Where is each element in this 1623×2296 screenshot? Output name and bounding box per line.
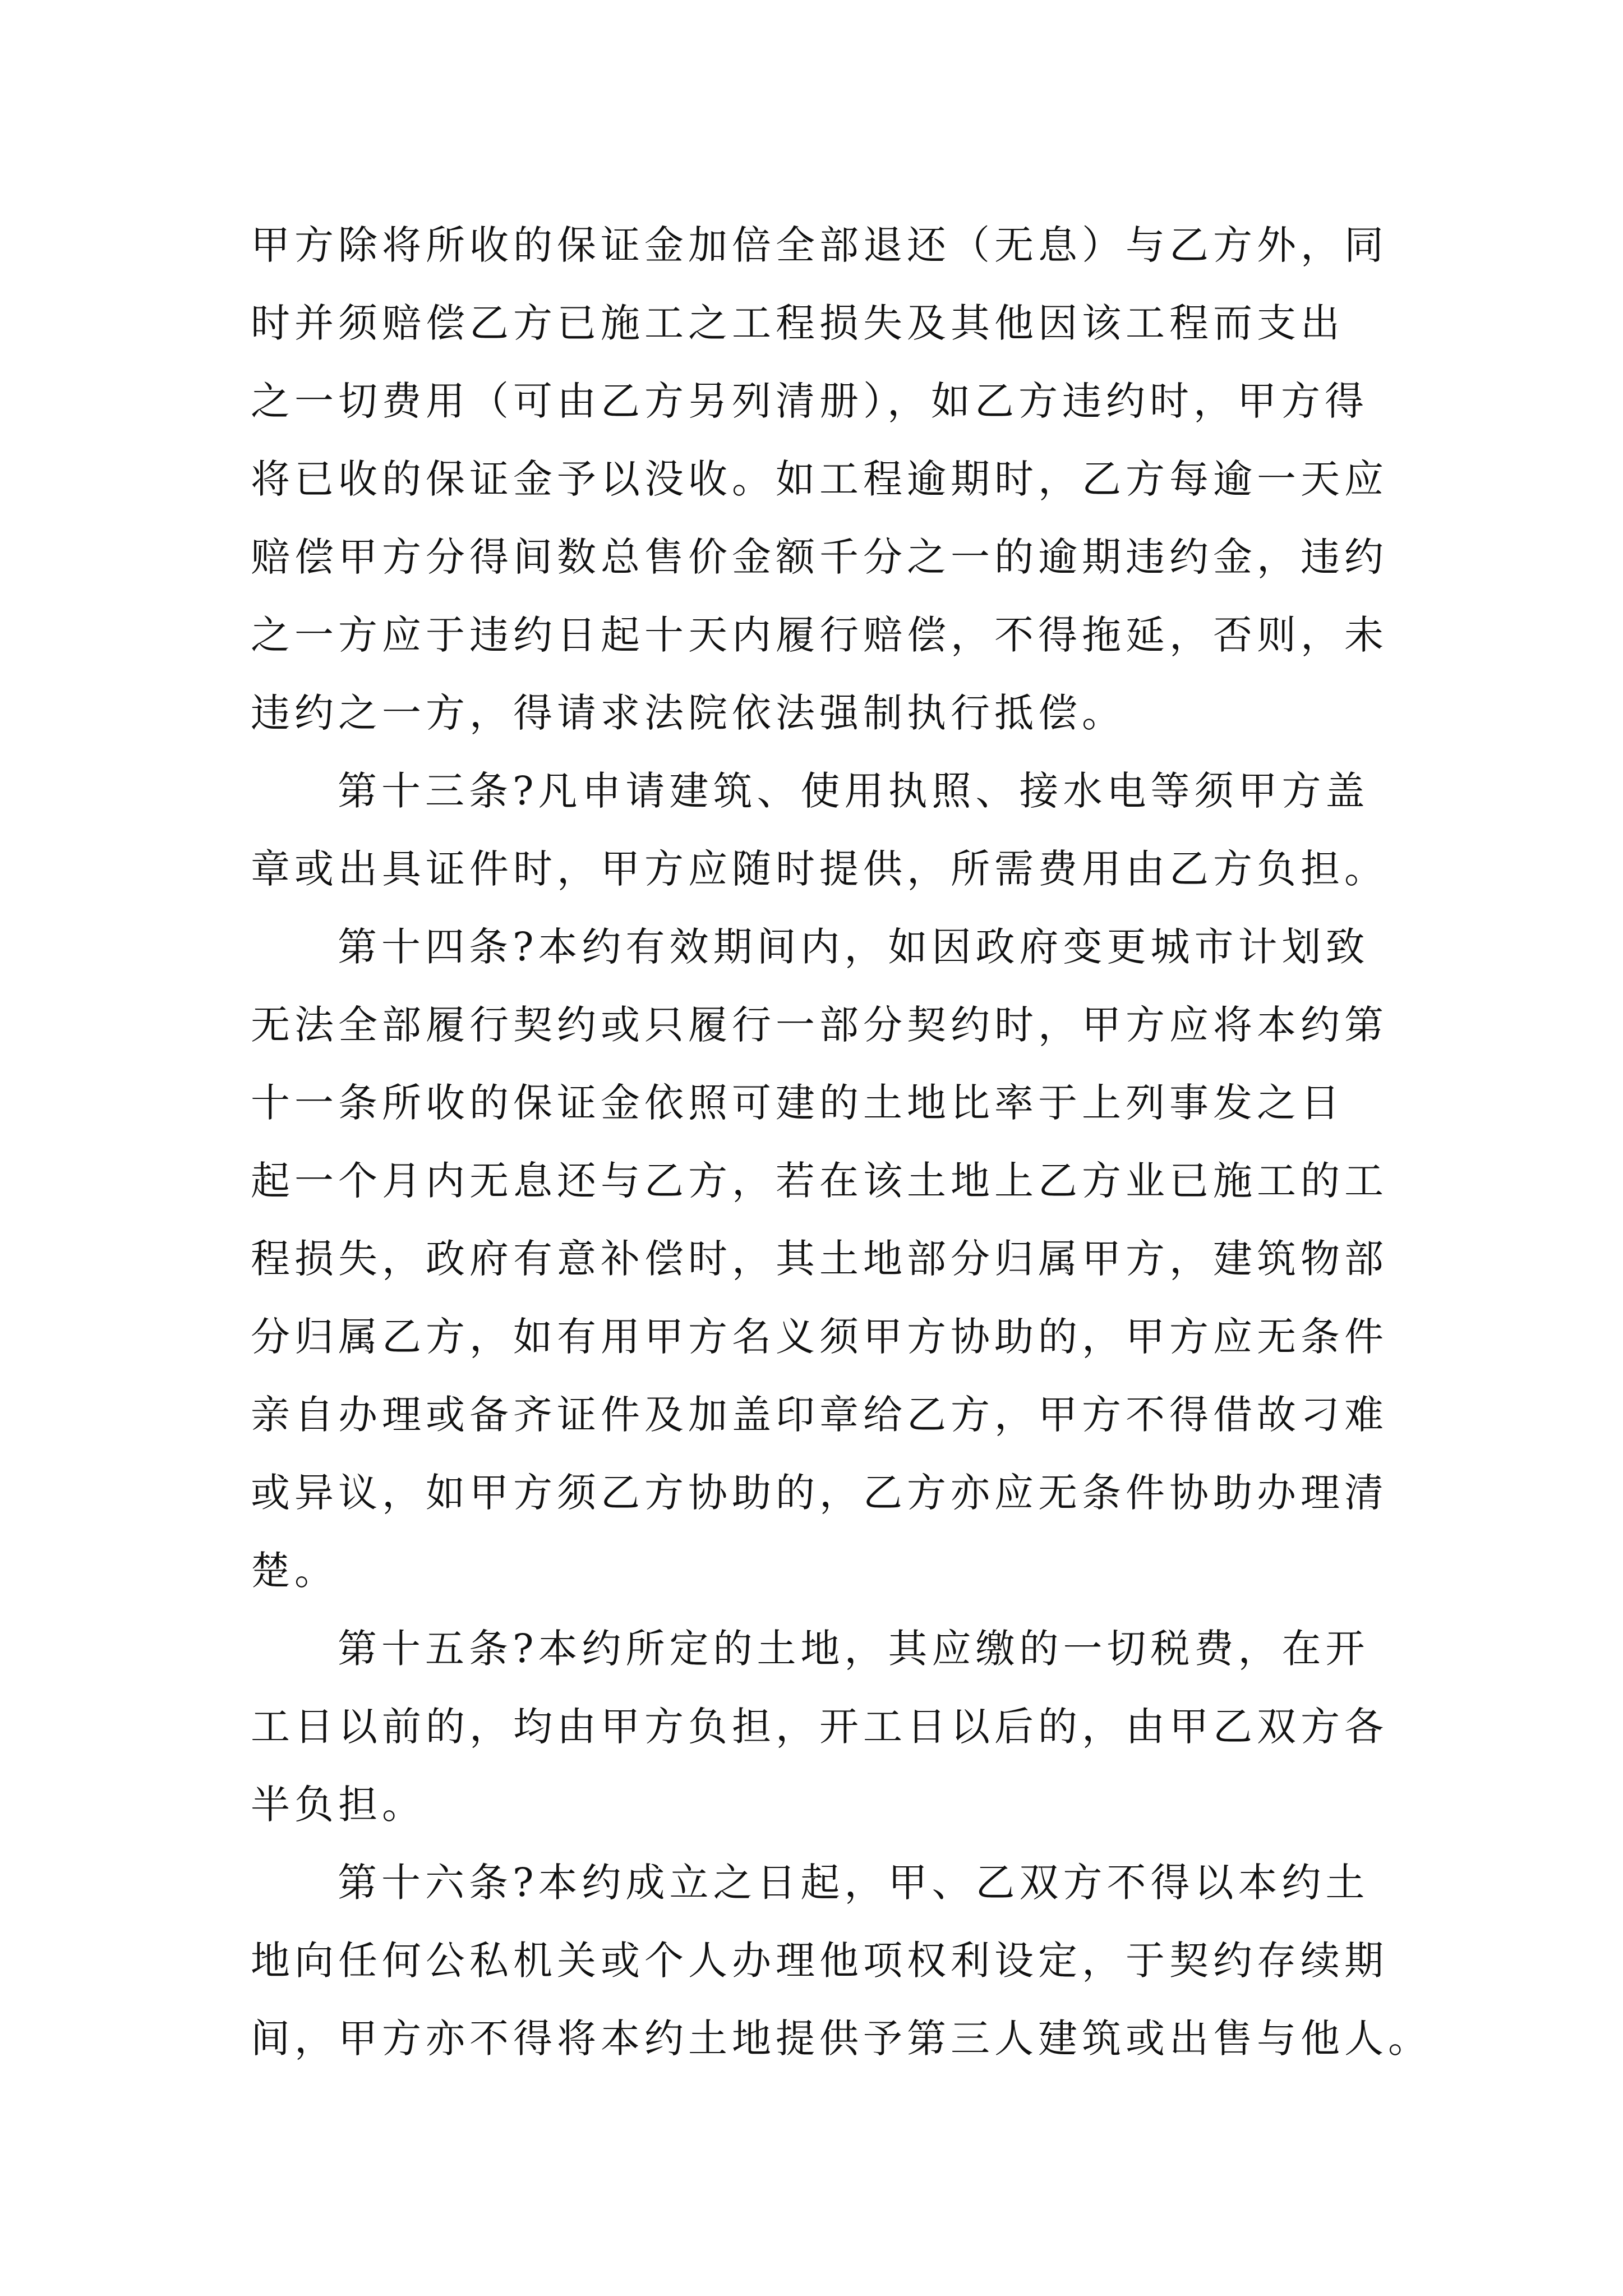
text-line: 楚。 (251, 1548, 338, 1594)
text-line: 起一个月内无息还与乙方，若在该土地上乙方业已施工的工 (251, 1158, 1388, 1204)
text-line: 亲自办理或备齐证件及加盖印章给乙方，甲方不得借故刁难 (251, 1392, 1388, 1438)
text-line: 违约之一方，得请求法院依法强制执行抵偿。 (251, 690, 1126, 736)
document-body (251, 206, 1432, 2078)
text-line: 工日以前的，均由甲方负担，开工日以后的，由甲乙双方各 (251, 1704, 1388, 1750)
text-line: 章或出具证件时，甲方应随时提供，所需费用由乙方负担。 (251, 846, 1388, 892)
text-line: 甲方除将所收的保证金加倍全部退还（无息）与乙方外，同 (251, 222, 1388, 268)
text-line: 将已收的保证金予以没收。如工程逾期时，乙方每逾一天应 (251, 456, 1388, 502)
text-line: 间，甲方亦不得将本约土地提供予第三人建筑或出售与他人。 (251, 2016, 1432, 2062)
text-line: 或异议，如甲方须乙方协助的，乙方亦应无条件协助办理清 (251, 1470, 1388, 1516)
text-line: 程损失，政府有意补偿时，其土地部分归属甲方，建筑物部 (251, 1236, 1388, 1282)
text-line: 分归属乙方，如有用甲方名义须甲方协助的，甲方应无条件 (251, 1314, 1388, 1360)
text-line: 十一条所收的保证金依照可建的土地比率于上列事发之日 (251, 1080, 1344, 1126)
article-15-heading-line: 第十五条?本约所定的土地，其应缴的一切税费，在开 (338, 1626, 1370, 1672)
text-line: 半负担。 (251, 1782, 426, 1828)
text-line: 无法全部履行契约或只履行一部分契约时，甲方应将本约第 (251, 1002, 1388, 1048)
text-line: 时并须赔偿乙方已施工之工程损失及其他因该工程而支出 (251, 300, 1344, 346)
article-14-heading-line: 第十四条?本约有效期间内，如因政府变更城市计划致 (338, 924, 1370, 970)
text-line: 之一切费用（可由乙方另列清册），如乙方违约时，甲方得 (251, 378, 1368, 424)
text-line: 地向任何公私机关或个人办理他项权利设定，于契约存续期 (251, 1938, 1388, 1984)
article-16-heading-line: 第十六条?本约成立之日起，甲、乙双方不得以本约土 (338, 1860, 1370, 1906)
text-line: 赔偿甲方分得间数总售价金额千分之一的逾期违约金，违约 (251, 534, 1388, 580)
text-line: 之一方应于违约日起十天内履行赔偿，不得拖延，否则，未 (251, 612, 1388, 658)
article-13-heading-line: 第十三条?凡申请建筑、使用执照、接水电等须甲方盖 (338, 768, 1370, 814)
